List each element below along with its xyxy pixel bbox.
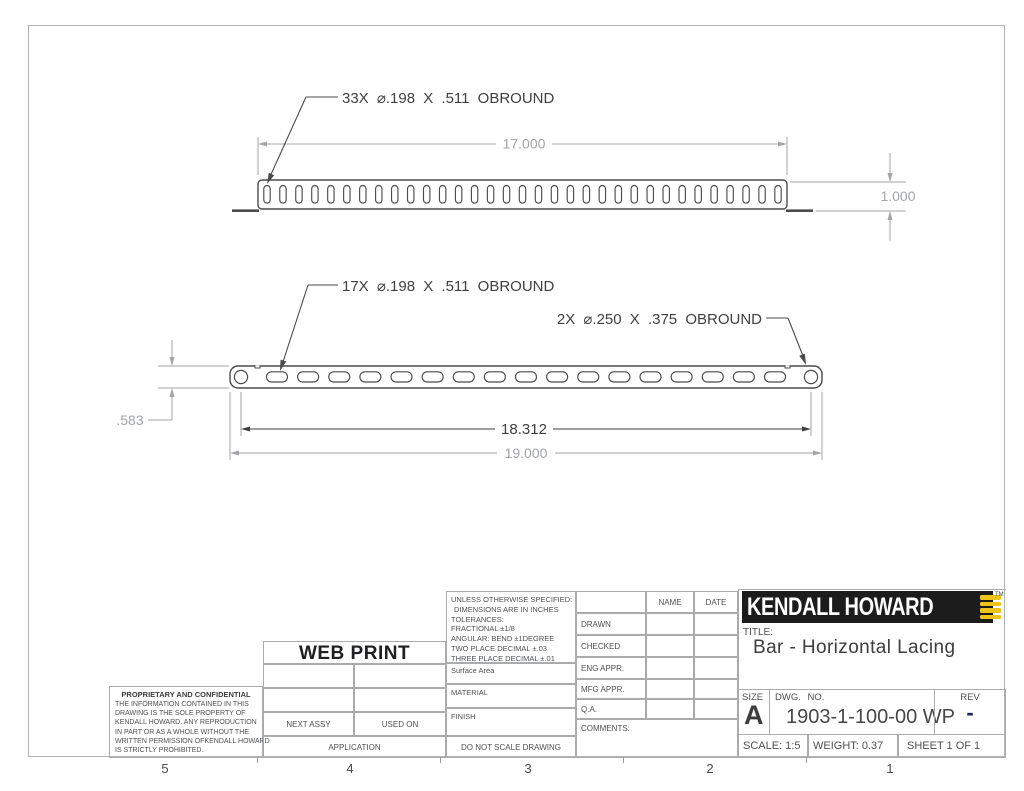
top-depth-dim: .583 [116,412,144,428]
top-end-callout: 2X ⌀.250 X .375 OBROUND [556,311,762,328]
proprietary-line: IN PART OR AS A WHOLE WITHOUT THE [115,728,249,736]
tolerance-line: FRACTIONAL ±1/8 [451,624,515,634]
mfg-appr-row [576,679,646,699]
approval-label-header [576,591,646,613]
size-label: SIZE [742,692,764,703]
tolerance-line: DIMENSIONS ARE IN INCHES [454,604,559,614]
comments-label: COMMENTS: [581,724,630,733]
zone-number-5: 5 [161,761,169,776]
eng-appr-row [576,657,646,679]
proprietary-line: WRITTEN PERMISSION OFKENDALL HOWARD [115,737,270,745]
application-cell [263,736,446,758]
surface-area-cell [446,663,576,684]
checked-row [576,635,646,657]
proprietary-text [115,700,270,755]
proprietary-line: KENDALL HOWARD. ANY REPRODUCTION [115,719,257,727]
checked-name [646,635,694,657]
top-overall-dim: 19.000 [504,445,548,461]
tolerance-line: TOLERANCES: [451,614,504,624]
zone-tick [440,757,441,763]
proprietary-line: IS STRICTLY PROHIBITED. [115,747,204,755]
front-width-dim: 17.000 [502,135,546,152]
rev-value: - [966,700,974,725]
sheet-cell [898,734,1006,758]
front-height-dim: 1.000 [880,188,916,204]
name-header: NAME [658,598,682,607]
mfg-appr-name [646,679,694,699]
drawing-title: Bar - Horizontal Lacing [753,637,956,658]
rev-label: REV [960,692,980,703]
eng-appr-date [694,657,738,679]
front-slot-callout: 33X ⌀.198 X .511 OBROUND [342,90,555,107]
empty-cell [263,664,354,688]
used-on-label: USED ON [381,720,419,729]
do-not-scale-cell [446,736,576,758]
mfg-appr-date [694,679,738,699]
next-assy-label: NEXT ASSY [286,720,331,729]
do-not-scale-label: DO NOT SCALE DRAWING [460,743,561,752]
checked-date [694,635,738,657]
rev-cell [934,689,1006,735]
date-header-cell [694,591,738,613]
proprietary-heading: PROPRIETARY AND CONFIDENTIAL [121,690,251,699]
top-holes-dim: 18.312 [501,421,547,438]
drawn-row [576,613,646,635]
empty-cell [354,664,446,688]
zone-number-3: 3 [524,761,532,776]
web-print-label: WEB PRINT [298,643,411,664]
used-on-cell [354,712,446,736]
finish-cell [446,708,576,736]
dwg-no-label: DWG. NO. [775,692,825,703]
application-label: APPLICATION [328,743,381,752]
zone-tick [257,757,258,763]
drawn-name [646,613,694,635]
scale-value: SCALE: 1:5 [743,740,801,752]
size-cell [738,689,770,735]
finish-label: FINISH [451,712,476,721]
empty-cell [354,688,446,712]
tolerance-line: UNLESS OTHERWISE SPECIFIED: [451,595,573,604]
scale-cell [738,734,808,758]
drawn-date [694,613,738,635]
eng-appr-label: ENG APPR. [581,664,625,673]
proprietary-box [109,686,270,758]
tolerance-line: ANGULAR: BEND ±1DEGREE [451,634,555,644]
zone-number-1: 1 [886,761,894,776]
next-assy-cell [263,712,354,736]
weight-value: WEIGHT: 0.37 [813,740,884,752]
size-value: A [744,700,764,730]
eng-appr-name [646,657,694,679]
sheet-border [28,25,1005,757]
name-header-cell [646,591,694,613]
surface-area-label: Surface Area [451,666,495,675]
qa-row [576,699,646,719]
zone-number-2: 2 [706,761,714,776]
material-label: MATERIAL [451,688,488,697]
comments-cell [576,719,738,758]
tolerance-line: TWO PLACE DECIMAL ±.03 [451,643,547,653]
date-header: DATE [705,598,727,607]
tolerance-line: THREE PLACE DECIMAL ±.01 [451,653,555,663]
sheet-value: SHEET 1 OF 1 [907,740,981,752]
dwg-no-cell [769,689,955,735]
brand-logo [742,591,993,623]
weight-cell [808,734,898,758]
web-print-cell [263,641,446,664]
zone-tick [806,757,807,763]
proprietary-line: DRAWING IS THE SOLE PROPERTY OF [115,710,246,718]
mfg-appr-label: MFG APPR. [581,685,625,694]
zone-number-4: 4 [346,761,354,776]
checked-label: CHECKED [581,642,621,651]
top-slot-callout: 17X ⌀.198 X .511 OBROUND [342,278,555,295]
title-label: TITLE: [743,627,774,638]
qa-name [646,699,694,719]
tolerance-notes [451,595,572,664]
material-cell [446,684,576,708]
drawn-label: DRAWN [581,620,611,629]
proprietary-line: THE INFORMATION CONTAINED IN THIS [115,701,249,708]
brand-logo-bars-icon [980,595,1001,619]
dwg-no-value: 1903-1-100-00 WP [786,706,955,728]
trademark-symbol: TM [995,592,1004,598]
brand-logo-text: KENDALL HOWARD [747,592,934,621]
qa-label: Q.A. [581,705,598,714]
qa-date [694,699,738,719]
tolerance-notes-cell [446,591,576,663]
zone-tick [623,757,624,763]
empty-cell [263,688,354,712]
